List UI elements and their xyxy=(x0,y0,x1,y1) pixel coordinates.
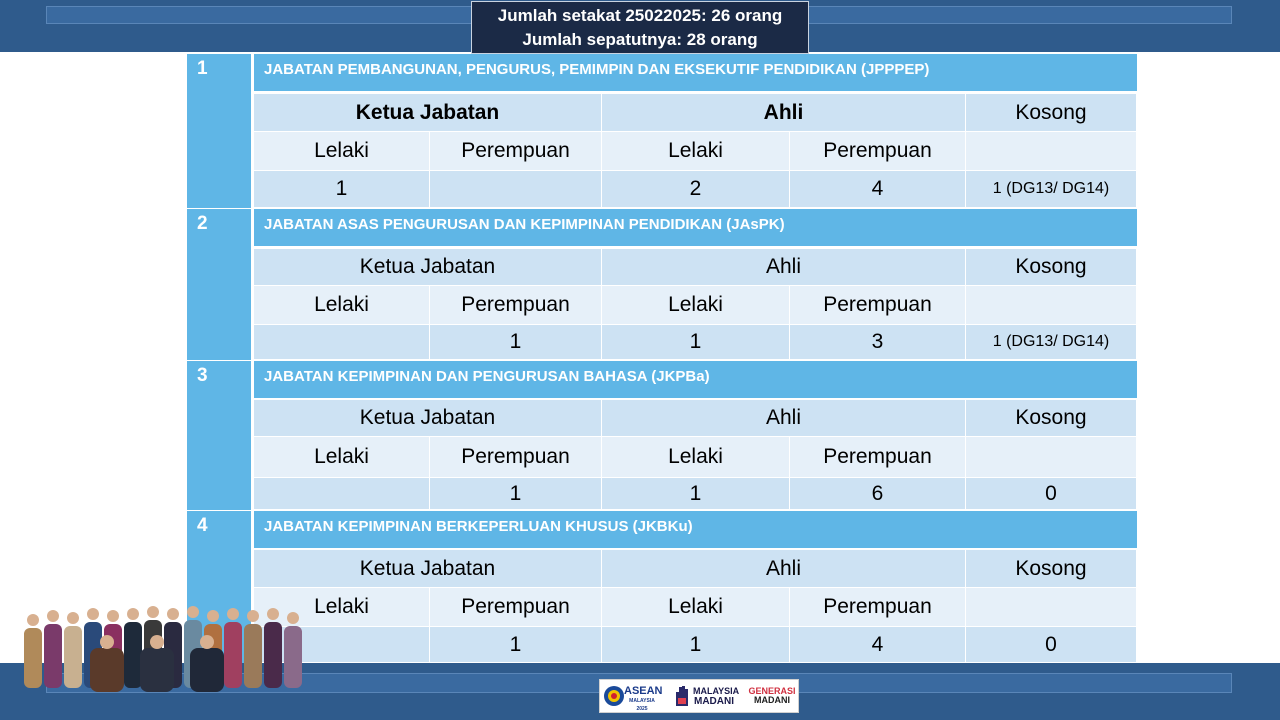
value-ahli-lelaki: 1 xyxy=(602,325,790,360)
value-ketua-lelaki xyxy=(254,325,430,360)
dept-number-2: 2 xyxy=(187,209,251,360)
value-ketua-perempuan xyxy=(430,171,602,208)
sub-perempuan: Perempuan xyxy=(430,437,602,478)
header-ahli: Ahli xyxy=(602,550,966,588)
sub-lelaki: Lelaki xyxy=(602,286,790,325)
value-ahli-perempuan: 4 xyxy=(790,627,966,663)
header-ahli: Ahli xyxy=(602,400,966,437)
logo-asean: ASEAN MALAYSIA 2025 xyxy=(624,685,663,712)
sub-lelaki: Lelaki xyxy=(254,588,430,627)
header-ahli: Ahli xyxy=(602,249,966,286)
header-ketua-jabatan: Ketua Jabatan xyxy=(254,94,602,132)
sub-empty xyxy=(966,286,1137,325)
sub-perempuan: Perempuan xyxy=(790,132,966,171)
sub-perempuan: Perempuan xyxy=(790,588,966,627)
value-ahli-perempuan: 4 xyxy=(790,171,966,208)
sub-lelaki: Lelaki xyxy=(254,286,430,325)
value-ketua-perempuan: 1 xyxy=(430,478,602,510)
sub-perempuan: Perempuan xyxy=(790,286,966,325)
dept-title-2: JABATAN ASAS PENGURUSAN DAN KEPIMPINAN PENDIDIKAN (JAsPK) xyxy=(254,209,1137,246)
header-kosong: Kosong xyxy=(966,249,1137,286)
total-summary-box xyxy=(471,1,809,54)
dept-number-4: 4 xyxy=(187,511,251,663)
header-ketua-jabatan: Ketua Jabatan xyxy=(254,550,602,588)
value-ahli-lelaki: 1 xyxy=(602,478,790,510)
value-kosong: 0 xyxy=(966,627,1137,663)
madani-hand-icon xyxy=(673,684,691,708)
dept-title-3: JABATAN KEPIMPINAN DAN PENGURUSAN BAHASA (JKPBa) xyxy=(254,361,1137,398)
header-ketua-jabatan: Ketua Jabatan xyxy=(254,249,602,286)
sub-empty xyxy=(966,132,1137,171)
footer-logos xyxy=(599,679,799,713)
header-ahli: Ahli xyxy=(602,94,966,132)
header-kosong: Kosong xyxy=(966,94,1137,132)
sub-lelaki: Lelaki xyxy=(254,132,430,171)
sub-perempuan: Perempuan xyxy=(430,588,602,627)
sub-empty xyxy=(966,588,1137,627)
asean-logo-icon xyxy=(603,685,625,707)
sub-perempuan: Perempuan xyxy=(790,437,966,478)
header-ketua-jabatan: Ketua Jabatan xyxy=(254,400,602,437)
value-ketua-perempuan: 1 xyxy=(430,325,602,360)
value-ahli-perempuan: 3 xyxy=(790,325,966,360)
dept-number-1: 1 xyxy=(187,54,251,208)
group-photo xyxy=(20,598,308,694)
sub-lelaki: Lelaki xyxy=(602,437,790,478)
dept-title-1: JABATAN PEMBANGUNAN, PENGURUS, PEMIMPIN DAN EKSEKUTIF PENDIDIKAN (JPPPEP) xyxy=(254,54,1137,91)
value-kosong: 1 (DG13/ DG14) xyxy=(966,325,1137,360)
sub-lelaki: Lelaki xyxy=(602,588,790,627)
value-ketua-lelaki xyxy=(254,478,430,510)
value-ahli-lelaki: 2 xyxy=(602,171,790,208)
sub-lelaki: Lelaki xyxy=(254,437,430,478)
value-ketua-lelaki: 1 xyxy=(254,171,430,208)
sub-perempuan: Perempuan xyxy=(430,132,602,171)
value-ahli-perempuan: 6 xyxy=(790,478,966,510)
total-current: Jumlah setakat 25022025: 26 orang xyxy=(497,6,783,25)
total-expected: Jumlah sepatutnya: 28 orang xyxy=(522,30,758,49)
value-ahli-lelaki: 1 xyxy=(602,627,790,663)
header-kosong: Kosong xyxy=(966,550,1137,588)
header-kosong: Kosong xyxy=(966,400,1137,437)
value-ketua-perempuan: 1 xyxy=(430,627,602,663)
logo-generasi-madani: GENERASI MADANI xyxy=(748,686,796,705)
sub-empty xyxy=(966,437,1137,478)
sub-lelaki: Lelaki xyxy=(602,132,790,171)
sub-perempuan: Perempuan xyxy=(430,286,602,325)
dept-number-3: 3 xyxy=(187,361,251,510)
value-kosong: 1 (DG13/ DG14) xyxy=(966,171,1137,208)
logo-malaysia-madani: MALAYSIA MADANI xyxy=(693,686,740,707)
value-kosong: 0 xyxy=(966,478,1137,510)
dept-title-4: JABATAN KEPIMPINAN BERKEPERLUAN KHUSUS (JKBKu) xyxy=(254,511,1137,548)
